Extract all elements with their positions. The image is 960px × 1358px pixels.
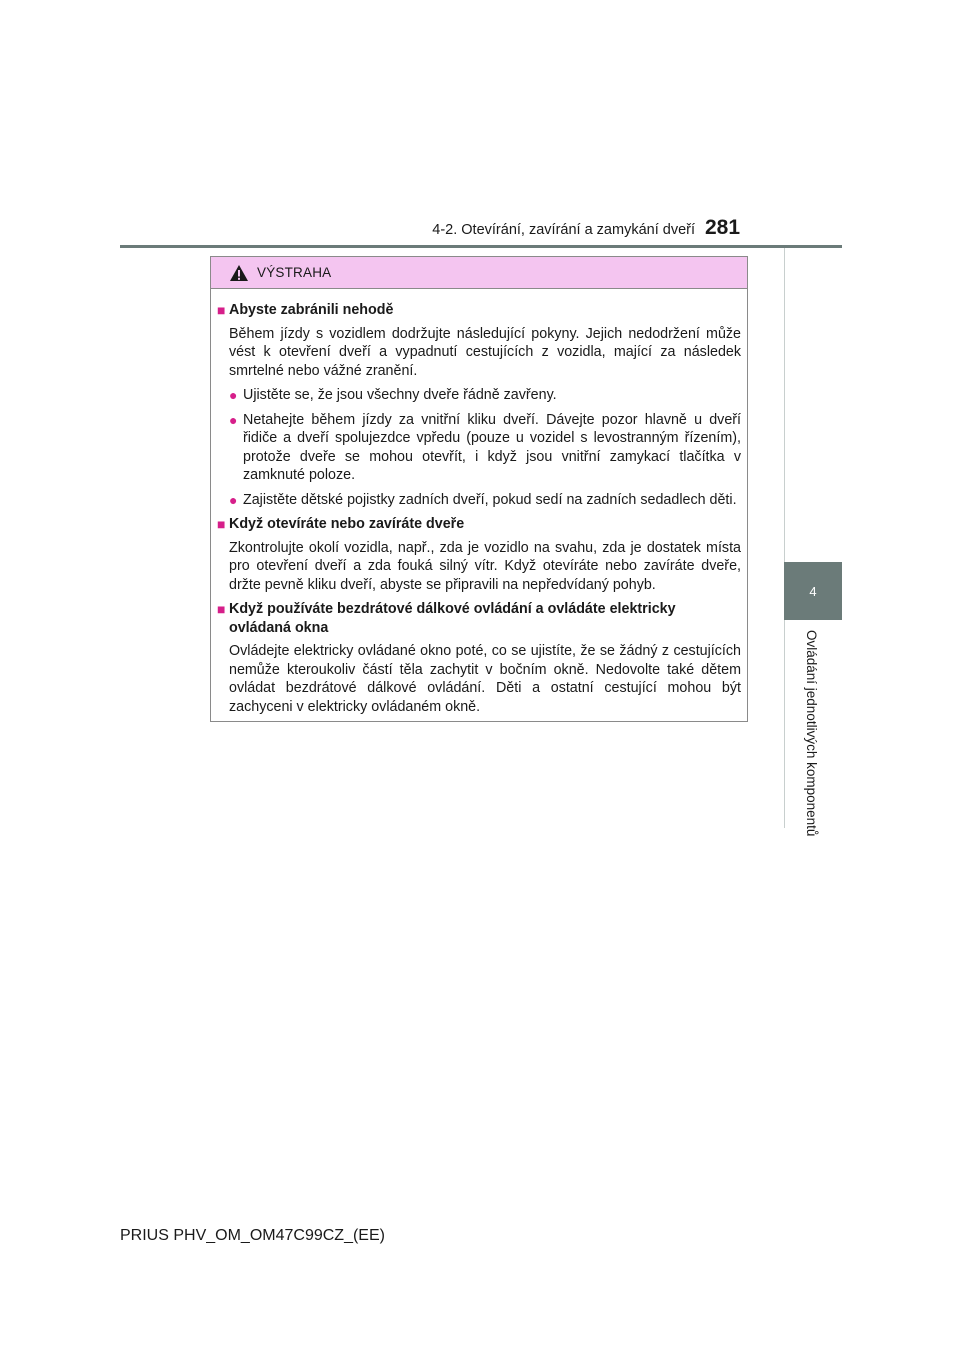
square-bullet-icon: ■ — [217, 516, 226, 532]
warning-box — [210, 256, 748, 722]
section-heading — [217, 515, 741, 534]
square-bullet-icon: ■ — [217, 601, 226, 617]
list-item-text: Zajistěte dětské pojistky zadních dveří, pokud sedí na zadních sedadlech děti. — [243, 491, 737, 508]
section-paragraph: Ovládejte elektricky ovládané okno poté, co se ujistíte, že se žádný z cestujících nemůže kteroukoliv částí těla zachytit v bočním okně. Nedovolte také dětem ovládat bezdrátové dálkové ovládání. Děti a ostatní cestující mohou být zachyceni v elektricky ovládaném okně. — [229, 643, 741, 715]
chapter-tab: 4 — [784, 562, 842, 620]
warning-header — [211, 257, 747, 289]
section-heading-text: Abyste zabránili nehodě — [229, 302, 394, 318]
warning-title: VÝSTRAHA — [257, 265, 332, 280]
footer-document-code: PRIUS PHV_OM_OM47C99CZ_(EE) — [120, 1227, 385, 1244]
chapter-label: Ovládání jednotlivých komponentů — [804, 630, 819, 837]
warning-triangle-icon — [229, 264, 249, 282]
section-heading-text: Když otevíráte nebo zavíráte dveře — [229, 516, 465, 532]
round-bullet-icon: ● — [229, 387, 238, 403]
header-section-title: 4-2. Otevírání, zavírání a zamykání dveří — [432, 222, 695, 238]
square-bullet-icon: ■ — [217, 302, 226, 318]
header-rule — [120, 245, 842, 248]
list-item — [229, 386, 741, 405]
list-item — [229, 491, 741, 510]
section-heading-text: Když používáte bezdrátové dálkové ovládání a ovládáte elektricky ovládaná okna — [229, 601, 676, 636]
section-paragraph: Během jízdy s vozidlem dodržujte následující pokyny. Jejich nedodržení může vést k otevření dveří a vypadnutí cestujících z vozidla, mající za následek smrtelné nebo vážné zranění. — [229, 325, 741, 379]
warning-body — [211, 289, 747, 716]
section-paragraph: Zkontrolujte okolí vozidla, např., zda je vozidlo na svahu, zda je dostatek místa pro otevření dveří a zda fouká silný vítr. Když otevíráte nebo zavíráte dveře, držte pevně kliku dveří, abyste se připravili na nepředvídaný pohyb. — [229, 539, 741, 593]
section-heading — [217, 301, 741, 320]
list-item-text: Netahejte během jízdy za vnitřní kliku dveří. Dávejte pozor hlavně u dveří řidiče a dveří spolujezdce vpředu (pouze u vozidel s levostranným řízením), protože dveře se mohou otevřít, i když jsou vnitřní zamykací tlačítka v zamknuté poloze. — [243, 411, 741, 483]
page-number: 281 — [705, 216, 741, 239]
section-heading — [217, 600, 741, 637]
round-bullet-icon: ● — [229, 491, 238, 508]
warning-section — [217, 301, 741, 509]
warning-section — [217, 515, 741, 594]
round-bullet-icon: ● — [229, 411, 238, 428]
warning-section — [217, 600, 741, 716]
list-item-text: Ujistěte se, že jsou všechny dveře řádně zavřeny. — [243, 387, 557, 403]
side-line — [784, 248, 785, 828]
list-item — [229, 411, 741, 485]
